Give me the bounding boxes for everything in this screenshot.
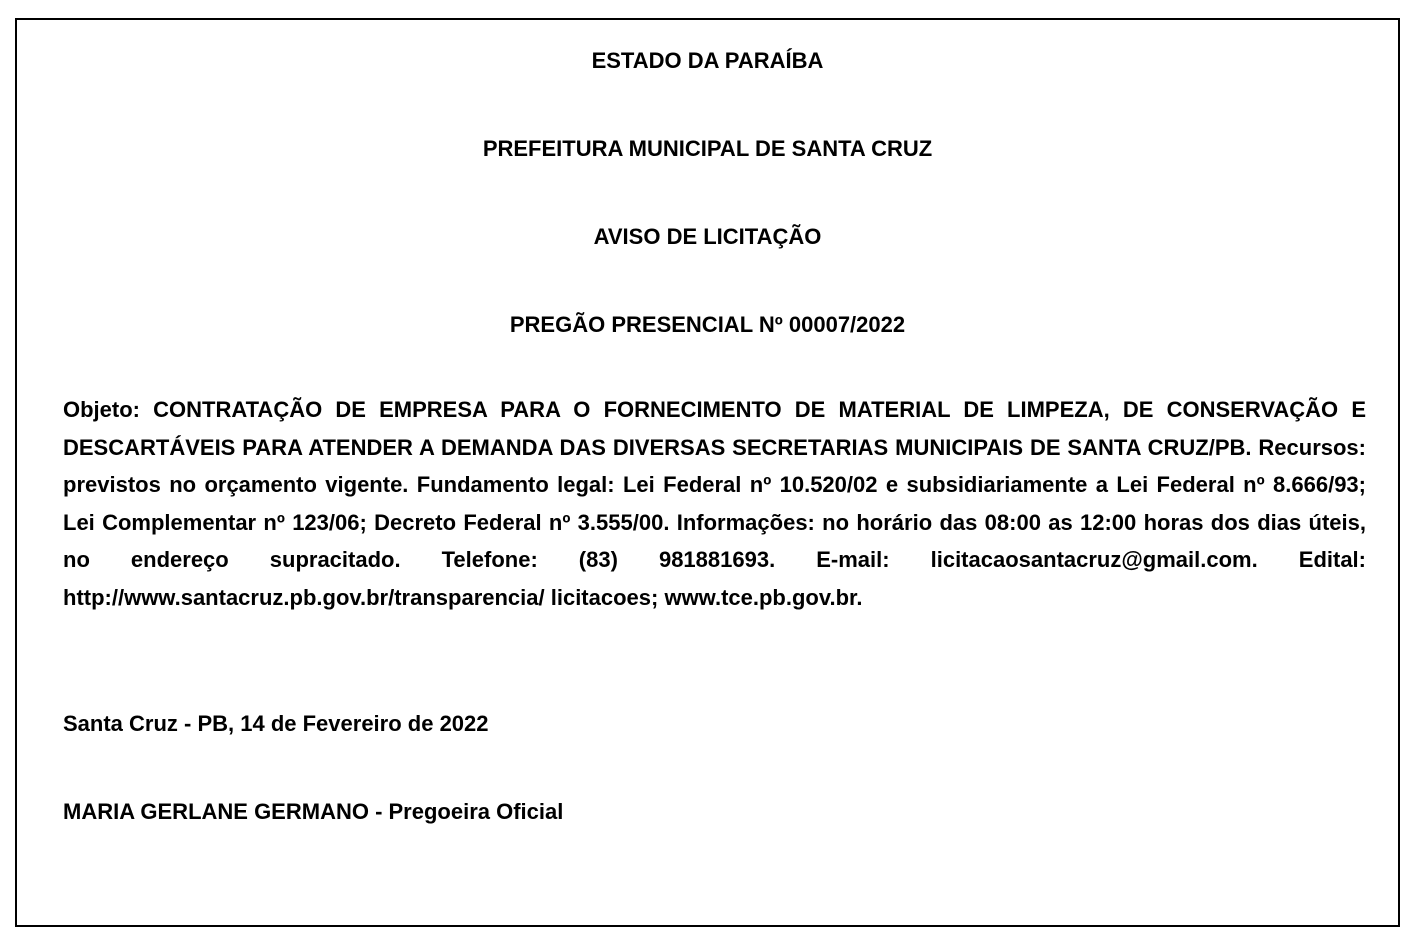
signature-line: MARIA GERLANE GERMANO - Pregoeira Oficial: [63, 799, 564, 824]
notice-type-heading: AVISO DE LICITAÇÃO: [593, 224, 822, 249]
state-heading: ESTADO DA PARAÍBA: [591, 48, 824, 73]
place-date: Santa Cruz - PB, 14 de Fevereiro de 2022: [63, 711, 489, 736]
notice-body: Objeto: CONTRATAÇÃO DE EMPRESA PARA O FORNECIMENTO DE MATERIAL DE LIMPEZA, DE CONSERVAÇÃO E DESCARTÁVEIS PARA ATENDER A DEMANDA DAS DIVERSAS SECRETARIAS MUNICIPAIS DE SANTA CRUZ/PB. Recursos: previstos no orçamento vigente. Fundamento legal: Lei Federal nº 10.520/02 e subsidiariamente a Lei Federal nº 8.666/93; Lei Complementar nº 123/06; Decreto Federal nº 3.555/00. Informações: no horário das 08:00 as 12:00 horas dos dias úteis, no endereço supracitado. Telefone: (83) 981881693. E-mail: licitacaosantacruz@gmail.com. Edital: http://www.santacruz.pb.gov.br/transparencia/ licitacoes; www.tce.pb.gov.br.: [63, 397, 1366, 610]
municipality-heading: PREFEITURA MUNICIPAL DE SANTA CRUZ: [482, 136, 933, 161]
notice-frame: [15, 18, 1400, 927]
bid-number-heading: PREGÃO PRESENCIAL Nº 00007/2022: [509, 312, 906, 337]
